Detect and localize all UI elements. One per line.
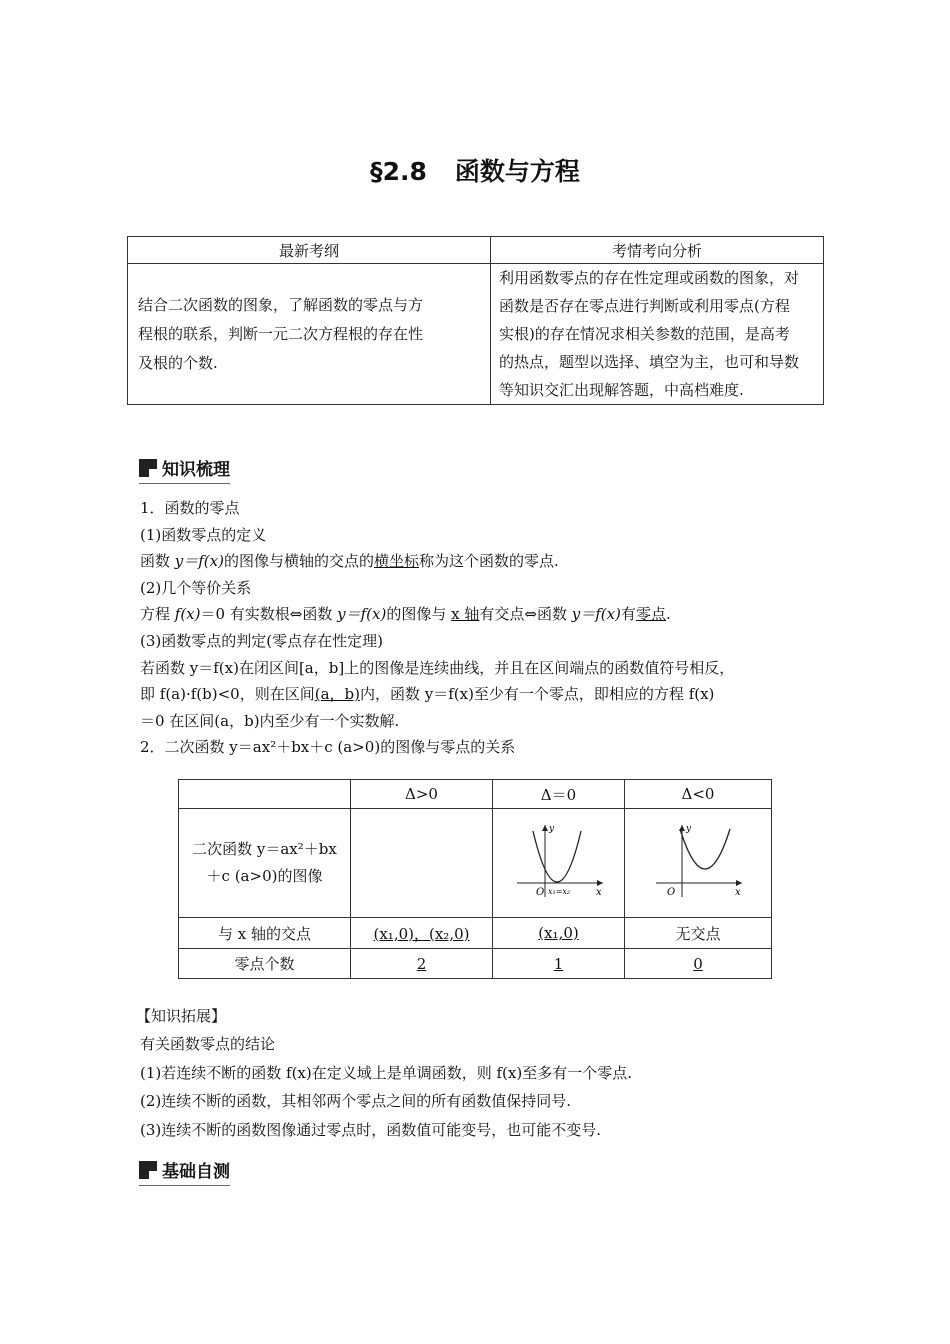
outline-line: 及根的个数.	[138, 353, 218, 372]
extension-heading: 【知识拓展】	[136, 1007, 227, 1025]
knowledge-extension	[136, 1002, 836, 1144]
header-latest-outline: 最新考纲	[128, 237, 491, 264]
outline-line: 结合二次函数的图象，了解函数的零点与方	[138, 295, 424, 314]
svg-text:y: y	[686, 824, 692, 834]
theorem-line-3: ＝0 在区间(a，b)内至少有一个实数解.	[140, 711, 400, 730]
section-square-icon	[139, 459, 157, 477]
corner-cell	[179, 780, 351, 809]
blank-answer: (a，b)	[314, 685, 360, 704]
zero-count-pos: 2	[351, 949, 493, 979]
origin-label: O	[535, 887, 544, 898]
section-heading-knowledge	[139, 455, 230, 484]
subheading-definition: (1)函数零点的定义	[140, 525, 267, 544]
svg-text:x: x	[735, 887, 741, 898]
col-header-zero: Δ＝0	[493, 780, 625, 809]
analysis-line: 函数是否存在零点进行判断或利用零点(方程	[499, 297, 790, 315]
subheading-equivalence: (2)几个等价关系	[140, 578, 252, 597]
outline-line: 程根的联系，判断一元二次方程根的存在性	[138, 324, 424, 343]
section-number: §2.8	[370, 157, 427, 186]
extension-item: (3)连续不断的函数图像通过零点时，函数值可能变号，也可能不变号.	[140, 1120, 602, 1139]
header-analysis: 考情考向分析	[491, 237, 824, 264]
subheading-theorem: (3)函数零点的判定(零点存在性定理)	[140, 631, 383, 650]
heading-zeros: 1．函数的零点	[140, 499, 240, 517]
section-label: 基础自测	[162, 1162, 230, 1182]
analysis-line: 实根)的存在情况求相关参数的范围，是高考	[499, 325, 790, 343]
knowledge-body	[140, 495, 820, 761]
extension-item: (2)连续不断的函数，其相邻两个零点之间的所有函数值保持同号.	[140, 1092, 572, 1111]
section-name: 函数与方程	[454, 157, 580, 186]
section-heading-basic-test	[139, 1157, 230, 1186]
equivalence-text: 方程 f(x)＝0 有实数根⇔函数 y＝f(x)的图像与 x 轴有交点⇔函数 y＝f(x)有零点.	[140, 605, 671, 624]
parabola-tangent-graph	[511, 821, 607, 901]
blank-answer: 零点	[635, 605, 666, 624]
zero-count-zero: 1	[493, 949, 625, 979]
outline-cell	[128, 264, 491, 405]
row-label-intersections: 与 x 轴的交点	[179, 918, 351, 949]
theorem-line-1: 若函数 y＝f(x)在闭区间[a，b]上的图像是连续曲线，并且在区间端点的函数值符号相反，	[140, 658, 735, 677]
intersections-zero: (x₁,0)	[493, 918, 625, 949]
page-title	[0, 152, 950, 188]
section-label: 知识梳理	[162, 460, 230, 480]
row-label-graph: 二次函数 y＝ax²＋bx ＋c (a>0)的图像	[179, 809, 351, 918]
zero-count-neg: 0	[625, 949, 772, 979]
x-axis-label: x	[595, 887, 602, 898]
root-label: x₁=x₂	[547, 887, 570, 896]
blank-answer: x 轴	[451, 605, 480, 624]
blank-answer: 横坐标	[374, 552, 420, 571]
extension-item: (1)若连续不断的函数 f(x)在定义域上是单调函数，则 f(x)至多有一个零点.	[140, 1063, 632, 1082]
section-square-icon	[139, 1161, 157, 1179]
extension-subheading: 有关函数零点的结论	[140, 1035, 276, 1054]
y-axis-label: y	[548, 824, 554, 834]
analysis-line: 的热点，题型以选择、填空为主，也可和导数	[499, 353, 800, 371]
parabola-above-graph	[650, 821, 746, 901]
svg-text:O: O	[667, 887, 676, 898]
analysis-line: 利用函数零点的存在性定理或函数的图象，对	[499, 269, 800, 287]
intersections-pos: (x₁,0)，(x₂,0)	[351, 918, 493, 949]
graph-zero	[493, 809, 625, 918]
exam-outline-table	[127, 236, 824, 405]
col-header-pos: Δ>0	[351, 780, 493, 809]
theorem-line-2: 即 f(a)·f(b)<0，则在区间(a，b)内，函数 y＝f(x)至少有一个零点，即相应的方程 f(x)	[140, 685, 715, 704]
definition-text: 函数 y＝f(x)的图像与横轴的交点的横坐标称为这个函数的零点.	[140, 552, 559, 571]
row-label-zero-count: 零点个数	[179, 949, 351, 979]
intersections-neg: 无交点	[625, 918, 772, 949]
graph-neg	[625, 809, 772, 918]
analysis-line: 等知识交汇出现解答题，中高档难度.	[499, 381, 744, 399]
col-header-neg: Δ<0	[625, 780, 772, 809]
heading-quadratic: 2．二次函数 y＝ax²＋bx＋c (a>0)的图像与零点的关系	[140, 738, 516, 757]
graph-pos-empty	[351, 809, 493, 918]
quadratic-table	[178, 779, 772, 979]
analysis-cell	[491, 264, 824, 405]
